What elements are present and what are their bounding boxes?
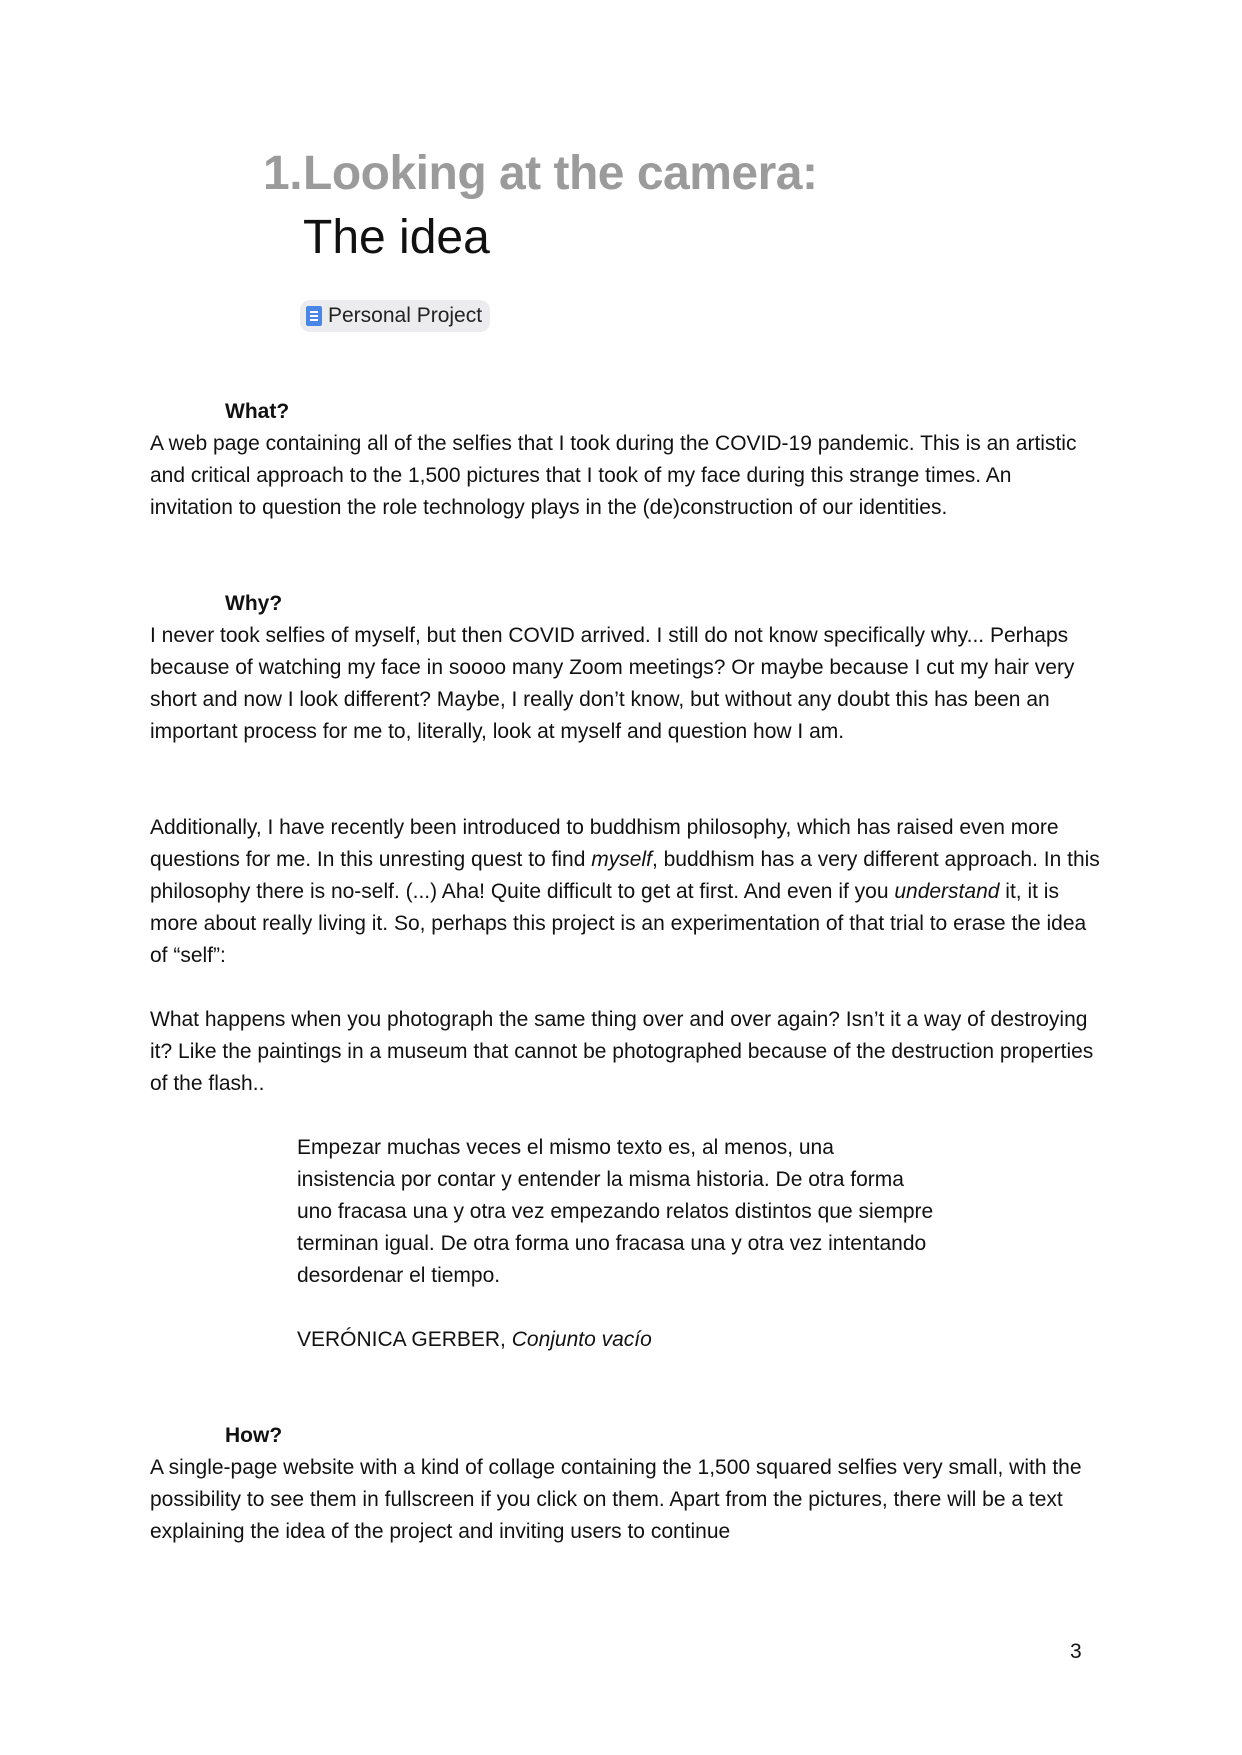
quote-author: VERÓNICA GERBER, — [297, 1328, 512, 1351]
page-title — [263, 147, 818, 264]
block-quote — [297, 1132, 937, 1356]
why-text-2 — [150, 812, 1100, 972]
quote-text: Empezar muchas veces el mismo texto es, al menos, una insistencia por contar y entender la misma historia. De otra forma uno fracasa una y otra vez empezando relatos distintos que siempre terminan igual. De otra forma uno fracasa una y otra vez intentando desordenar el tiempo. — [297, 1136, 934, 1287]
what-text: A web page containing all of the selfies that I took during the COVID-19 pandemic. This is an artistic and critical approach to the 1,500 pictures that I took of my face during this strange times. An invitation to question the role technology plays in the (de)construction of our identities. — [150, 432, 1077, 519]
title-subtitle: The idea — [303, 211, 490, 264]
quote-work: Conjunto vacío — [511, 1328, 652, 1351]
page-number: 3 — [1070, 1640, 1082, 1663]
why-text-2c: it, it is more about really living it. So, perhaps this project is an experimentation of that trial to erase the idea of “self”: — [150, 880, 1087, 967]
why-paragraph-3 — [150, 1004, 1100, 1100]
why-text-3: What happens when you photograph the same thing over and over again? Isn’t it a way of destroying it? Like the paintings in a museum that cannot be photographed because of the destruction properties of the flash.. — [150, 1008, 1094, 1095]
personal-project-tag[interactable] — [300, 300, 490, 332]
why-emphasis-understand: understand — [894, 880, 1000, 903]
why-emphasis-myself: myself — [591, 848, 652, 871]
title-main: Looking at the camera: — [303, 147, 818, 200]
why-paragraph-2 — [150, 812, 1100, 972]
what-paragraph — [150, 428, 1100, 524]
title-heading — [263, 147, 818, 200]
how-heading: How? — [225, 1424, 283, 1447]
tag-label: Personal Project — [328, 304, 483, 327]
quote-attribution — [297, 1324, 937, 1356]
how-paragraph — [150, 1452, 1100, 1548]
why-text-2a: Additionally, I have recently been introduced to buddhism philosophy, which has raised even more questions for me. In this unresting quest to find — [150, 816, 1059, 871]
what-heading: What? — [225, 400, 290, 423]
why-text-2b: , buddhism has a very different approach. In this philosophy there is no-self. (...) Aha! Quite difficult to get at first. And even if you — [150, 848, 1100, 903]
title-number: 1. — [263, 147, 303, 200]
document-icon — [306, 306, 322, 326]
how-text: A single-page website with a kind of collage containing the 1,500 squared selfies very small, with the possibility to see them in fullscreen if you click on them. Apart from the pictures, there will be a text explaining the idea of the project and inviting users to continue — [150, 1456, 1082, 1543]
why-paragraph-1 — [150, 620, 1100, 748]
why-heading: Why? — [225, 592, 283, 615]
why-text-1: I never took selfies of myself, but then COVID arrived. I still do not know specifically why... Perhaps because of watching my face in soooo many Zoom meetings? Or maybe because I cut my hair very short and now I look different? Maybe, I really don’t know, but without any doubt this has been an important process for me to, literally, look at myself and question how I am. — [150, 624, 1075, 743]
